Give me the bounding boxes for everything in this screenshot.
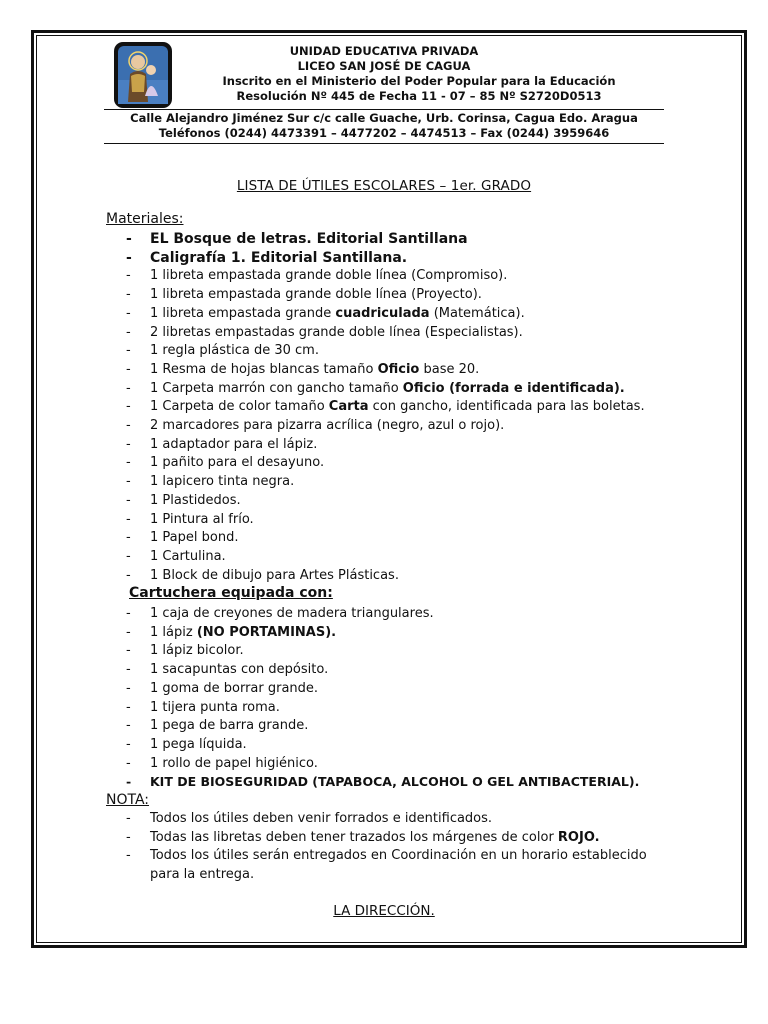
materiales-item	[126, 511, 645, 530]
header-line-4: Resolución Nº 445 de Fecha 11 - 07 – 85 Nº S2720D0513	[236, 89, 602, 103]
header-line-3: Inscrito en el Ministerio del Poder Popular para la Educación	[222, 74, 616, 88]
item-text: 1 libreta empastada grande	[150, 305, 336, 321]
header-line-2: LICEO SAN JOSÉ DE CAGUA	[297, 59, 471, 73]
item-text: 1 adaptador para el lápiz.	[150, 436, 318, 452]
materiales-item	[126, 286, 645, 305]
item-text: Todos los útiles serán entregados en Coordinación en un horario establecido para la entrega.	[150, 848, 647, 883]
item-text: 1 Papel bond.	[150, 530, 239, 546]
item-text: 2 marcadores para pizarra acrílica (negro, azul o rojo).	[150, 418, 505, 434]
item-text: 1 libreta empastada grande doble línea (Compromiso).	[150, 268, 508, 284]
item-text: 1 Block de dibujo para Artes Plásticas.	[150, 567, 399, 583]
nota-item	[126, 847, 670, 884]
item-text: 1 pañito para el desayuno.	[150, 455, 325, 471]
materiales-item	[126, 454, 645, 473]
materiales-item	[126, 492, 645, 511]
item-text: 1 Cartulina.	[150, 548, 226, 564]
header-line-1: UNIDAD EDUCATIVA PRIVADA	[289, 44, 479, 58]
item-text: 1 Carpeta marrón con gancho tamaño	[150, 380, 403, 396]
materiales-heading: Materiales:	[106, 211, 184, 227]
item-text: 1 lapicero tinta negra.	[150, 474, 295, 490]
materiales-item	[126, 249, 645, 268]
item-text: 1 lápiz	[150, 624, 197, 640]
item-text: 1 Pintura al frío.	[150, 511, 254, 527]
cartuchera-item	[126, 755, 639, 774]
cartuchera-item	[126, 661, 639, 680]
materiales-item	[126, 361, 645, 380]
materiales-item	[126, 342, 645, 361]
item-text: 2 libretas empastadas grande doble línea (Especialistas).	[150, 324, 523, 340]
materiales-item	[126, 324, 645, 343]
header-rule-top	[104, 109, 664, 110]
item-text: EL Bosque de letras. Editorial Santillana	[150, 231, 468, 247]
item-text: KIT DE BIOSEGURIDAD (TAPABOCA, ALCOHOL O GEL ANTIBACTERIAL).	[150, 774, 640, 790]
cartuchera-item	[126, 773, 639, 792]
materiales-item	[126, 548, 645, 567]
nota-item	[126, 829, 670, 848]
cartuchera-item	[126, 736, 639, 755]
item-text: 1 sacapuntas con depósito.	[150, 662, 329, 678]
school-header	[104, 44, 664, 104]
cartuchera-item	[126, 642, 639, 661]
cartuchera-item	[126, 699, 639, 718]
phones-line: Teléfonos (0244) 4473391 – 4477202 – 4474513 – Fax (0244) 3959646	[158, 126, 610, 140]
materiales-item	[126, 417, 645, 436]
item-emphasis: Carta	[328, 399, 369, 415]
item-text: 1 tijera punta roma.	[150, 699, 280, 715]
nota-list	[126, 810, 670, 885]
nota-heading: NOTA:	[106, 792, 150, 808]
cartuchera-item	[126, 624, 639, 643]
item-text: 1 pega de barra grande.	[150, 718, 309, 734]
school-address	[104, 111, 664, 141]
item-text: Caligrafía 1. Editorial Santillana.	[150, 249, 408, 266]
item-emphasis: Oficio (forrada e identificada).	[402, 380, 625, 396]
item-text: (Matemática).	[429, 305, 525, 321]
item-text: 1 goma de borrar grande.	[150, 680, 319, 696]
cartuchera-heading: Cartuchera equipada con:	[129, 585, 333, 601]
materiales-item	[126, 398, 645, 417]
cartuchera-item	[126, 680, 639, 699]
materiales-item	[126, 529, 645, 548]
nota-item	[126, 810, 670, 829]
signature-direccion: LA DIRECCIÓN.	[333, 903, 435, 919]
materiales-item	[126, 567, 645, 586]
item-text: Todos los útiles deben venir forrados e identificados.	[150, 811, 493, 826]
materiales-item	[126, 267, 645, 286]
cartuchera-item	[126, 717, 639, 736]
address-line: Calle Alejandro Jiménez Sur c/c calle Guache, Urb. Corinsa, Cagua Edo. Aragua	[130, 111, 638, 125]
cartuchera-item	[126, 605, 639, 624]
item-text: 1 lápiz bicolor.	[150, 643, 244, 659]
header-rule-bottom	[104, 143, 664, 144]
item-text: 1 Resma de hojas blancas tamaño	[150, 361, 378, 377]
materiales-item	[126, 380, 645, 399]
materiales-item	[126, 305, 645, 324]
document-title: LISTA DE ÚTILES ESCOLARES – 1er. GRADO	[236, 178, 532, 194]
item-text: 1 libreta empastada grande doble línea (Proyecto).	[150, 287, 482, 303]
item-text: 1 Plastidedos.	[150, 492, 241, 508]
item-emphasis: Oficio	[377, 361, 420, 377]
item-text: 1 Carpeta de color tamaño	[150, 399, 329, 415]
item-emphasis: (NO PORTAMINAS).	[196, 624, 337, 640]
item-emphasis: ROJO.	[557, 829, 600, 845]
cartuchera-list	[126, 605, 639, 792]
item-text: base 20.	[419, 361, 480, 377]
item-emphasis: cuadriculada	[335, 305, 430, 321]
item-text: Todas las libretas deben tener trazados los márgenes de color	[150, 829, 558, 845]
item-text: 1 pega líquida.	[150, 736, 247, 752]
materiales-list	[126, 230, 645, 585]
item-text: 1 rollo de papel higiénico.	[150, 755, 318, 771]
materiales-item	[126, 230, 645, 249]
item-text: 1 regla plástica de 30 cm.	[150, 343, 319, 359]
materiales-item	[126, 473, 645, 492]
item-text: 1 caja de creyones de madera triangulares.	[150, 606, 434, 621]
item-text: con gancho, identificada para las boletas.	[368, 399, 645, 415]
materiales-item	[126, 436, 645, 455]
